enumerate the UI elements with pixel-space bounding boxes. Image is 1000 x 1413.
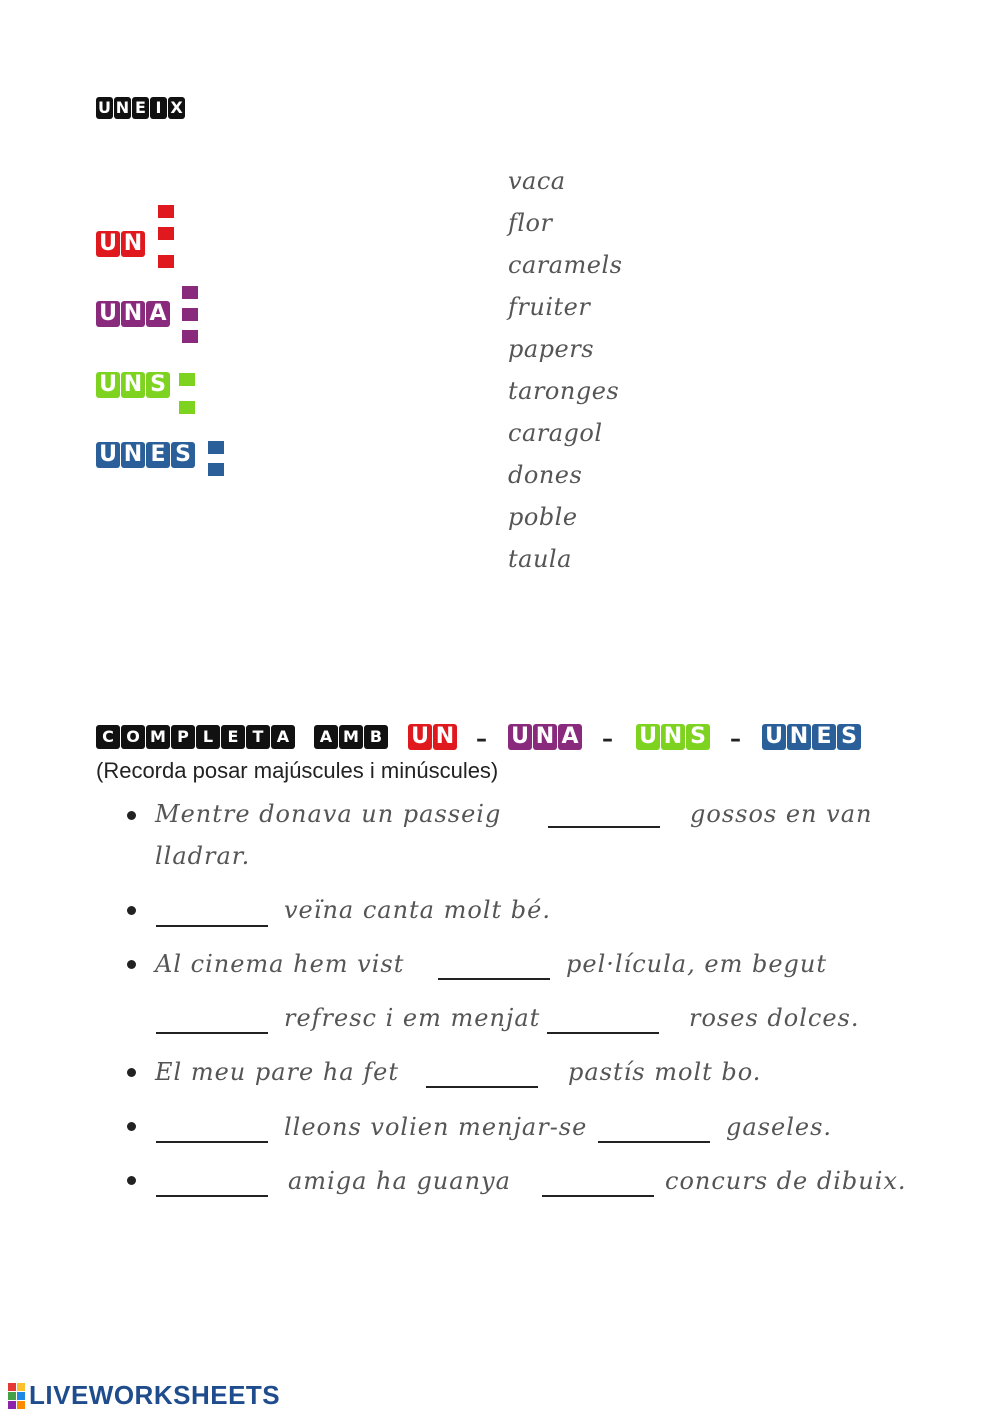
word-list [508, 160, 622, 580]
sentence-text: roses dolces. [689, 1004, 860, 1032]
word-item[interactable]: dones [508, 461, 583, 489]
title-letter: N [115, 98, 130, 117]
word-item[interactable]: taronges [508, 377, 620, 405]
match-point-unes-2[interactable] [208, 463, 224, 476]
bullet [127, 1176, 136, 1185]
heading-letter: O [121, 725, 145, 749]
option-letter: U [508, 724, 532, 750]
match-point-una-1[interactable] [182, 286, 198, 299]
word-item[interactable]: taula [508, 545, 572, 573]
logo-blocks-icon [8, 1383, 25, 1409]
sentence-text: veïna canta molt bé. [284, 896, 551, 924]
answer-blank[interactable] [156, 925, 268, 927]
sentence-text: pel·lícula, em begut [566, 950, 827, 978]
sentence-text: Al cinema hem vist [155, 950, 405, 978]
match-point-uns-1[interactable] [179, 373, 195, 386]
answer-blank[interactable] [548, 826, 660, 828]
answer-blank[interactable] [156, 1195, 268, 1197]
heading-completa [96, 725, 295, 749]
title-letter: E [132, 97, 149, 119]
heading-option-unes [762, 724, 861, 750]
option-letter: N [433, 724, 457, 750]
word-item[interactable]: caragol [508, 419, 603, 447]
sentence-text: Mentre donava un passeig [155, 800, 502, 828]
sentence-text: concurs de dibuix. [665, 1167, 907, 1195]
separator: – [730, 727, 741, 752]
article-un [96, 231, 145, 257]
word-item[interactable]: fruiter [508, 293, 591, 321]
heading-amb [314, 725, 388, 749]
option-letter: E [812, 724, 836, 750]
match-point-un-3[interactable] [158, 255, 174, 268]
article-una [96, 301, 170, 327]
option-letter: N [787, 724, 811, 750]
title-letter: I [150, 97, 167, 119]
article-letter: U [96, 231, 120, 257]
article-letter: N [121, 231, 145, 257]
word-item[interactable]: caramels [508, 251, 623, 279]
option-letter: U [636, 724, 660, 750]
option-letter: U [762, 724, 786, 750]
logo-text: LIVEWORKSHEETS [29, 1380, 281, 1410]
option-letter: N [533, 724, 557, 750]
heading-option-uns [636, 724, 710, 750]
option-letter: U [408, 724, 432, 750]
heading-letter: A [271, 725, 295, 749]
separator: – [602, 727, 613, 752]
heading-letter: C [96, 725, 120, 749]
answer-blank[interactable] [426, 1086, 538, 1088]
instruction-note: (Recorda posar majúscules i minúscules) [96, 758, 499, 783]
sentence-text: gossos en van [690, 800, 873, 828]
bullet [127, 1068, 136, 1077]
separator: – [476, 727, 487, 752]
match-point-un-2[interactable] [158, 227, 174, 240]
match-point-un-1[interactable] [158, 205, 174, 218]
title-letter: U [98, 98, 111, 117]
sentence-text: gaseles. [726, 1113, 833, 1141]
article-letter: A [146, 301, 170, 327]
sentence-text: lladrar. [155, 842, 251, 870]
answer-blank[interactable] [547, 1032, 659, 1034]
article-letter: U [96, 442, 120, 468]
title-letter: X [168, 97, 185, 119]
article-letter: U [96, 372, 120, 398]
answer-blank[interactable] [156, 1141, 268, 1143]
option-letter: N [661, 724, 685, 750]
article-letter: U [96, 301, 120, 327]
heading-letter: P [171, 725, 195, 749]
word-item[interactable]: papers [508, 335, 595, 363]
option-letter: A [558, 724, 582, 750]
article-letter: N [121, 372, 145, 398]
heading-option-una [508, 724, 582, 750]
article-letter: E [146, 442, 170, 468]
bullet [127, 1122, 136, 1131]
article-unes [96, 442, 195, 468]
heading-letter: M [146, 725, 170, 749]
sentence-text: lleons volien menjar-se [284, 1113, 588, 1141]
title-uneix [96, 97, 185, 119]
match-point-una-3[interactable] [182, 330, 198, 343]
word-item[interactable]: flor [508, 209, 553, 237]
article-uns [96, 372, 170, 398]
sentence-text: pastís molt bo. [568, 1058, 762, 1086]
article-letter: N [121, 442, 145, 468]
answer-blank[interactable] [156, 1032, 268, 1034]
sentence-text: El meu pare ha fet [155, 1058, 399, 1086]
heading-letter: B [364, 725, 388, 749]
heading-letter: L [196, 725, 220, 749]
article-letter: S [146, 372, 170, 398]
sentence-text: refresc i em menjat [284, 1004, 541, 1032]
bullet [127, 960, 136, 969]
answer-blank[interactable] [542, 1195, 654, 1197]
option-letter: S [837, 724, 861, 750]
heading-letter: T [246, 725, 270, 749]
sentence-text: amiga ha guanya [288, 1167, 511, 1195]
match-point-unes-1[interactable] [208, 441, 224, 454]
answer-blank[interactable] [598, 1141, 710, 1143]
option-letter: S [686, 724, 710, 750]
article-letter: S [171, 442, 195, 468]
heading-option-un [408, 724, 457, 750]
word-item[interactable]: vaca [508, 167, 566, 195]
answer-blank[interactable] [438, 978, 550, 980]
heading-letter: A [314, 725, 338, 749]
match-point-una-2[interactable] [182, 308, 198, 321]
bullet [127, 906, 136, 915]
article-letter: N [121, 301, 145, 327]
bullet [127, 811, 136, 820]
word-item[interactable]: poble [508, 503, 578, 531]
heading-letter: E [221, 725, 245, 749]
match-point-uns-2[interactable] [179, 401, 195, 414]
heading-letter: M [339, 725, 363, 749]
liveworksheets-logo [8, 1380, 280, 1411]
